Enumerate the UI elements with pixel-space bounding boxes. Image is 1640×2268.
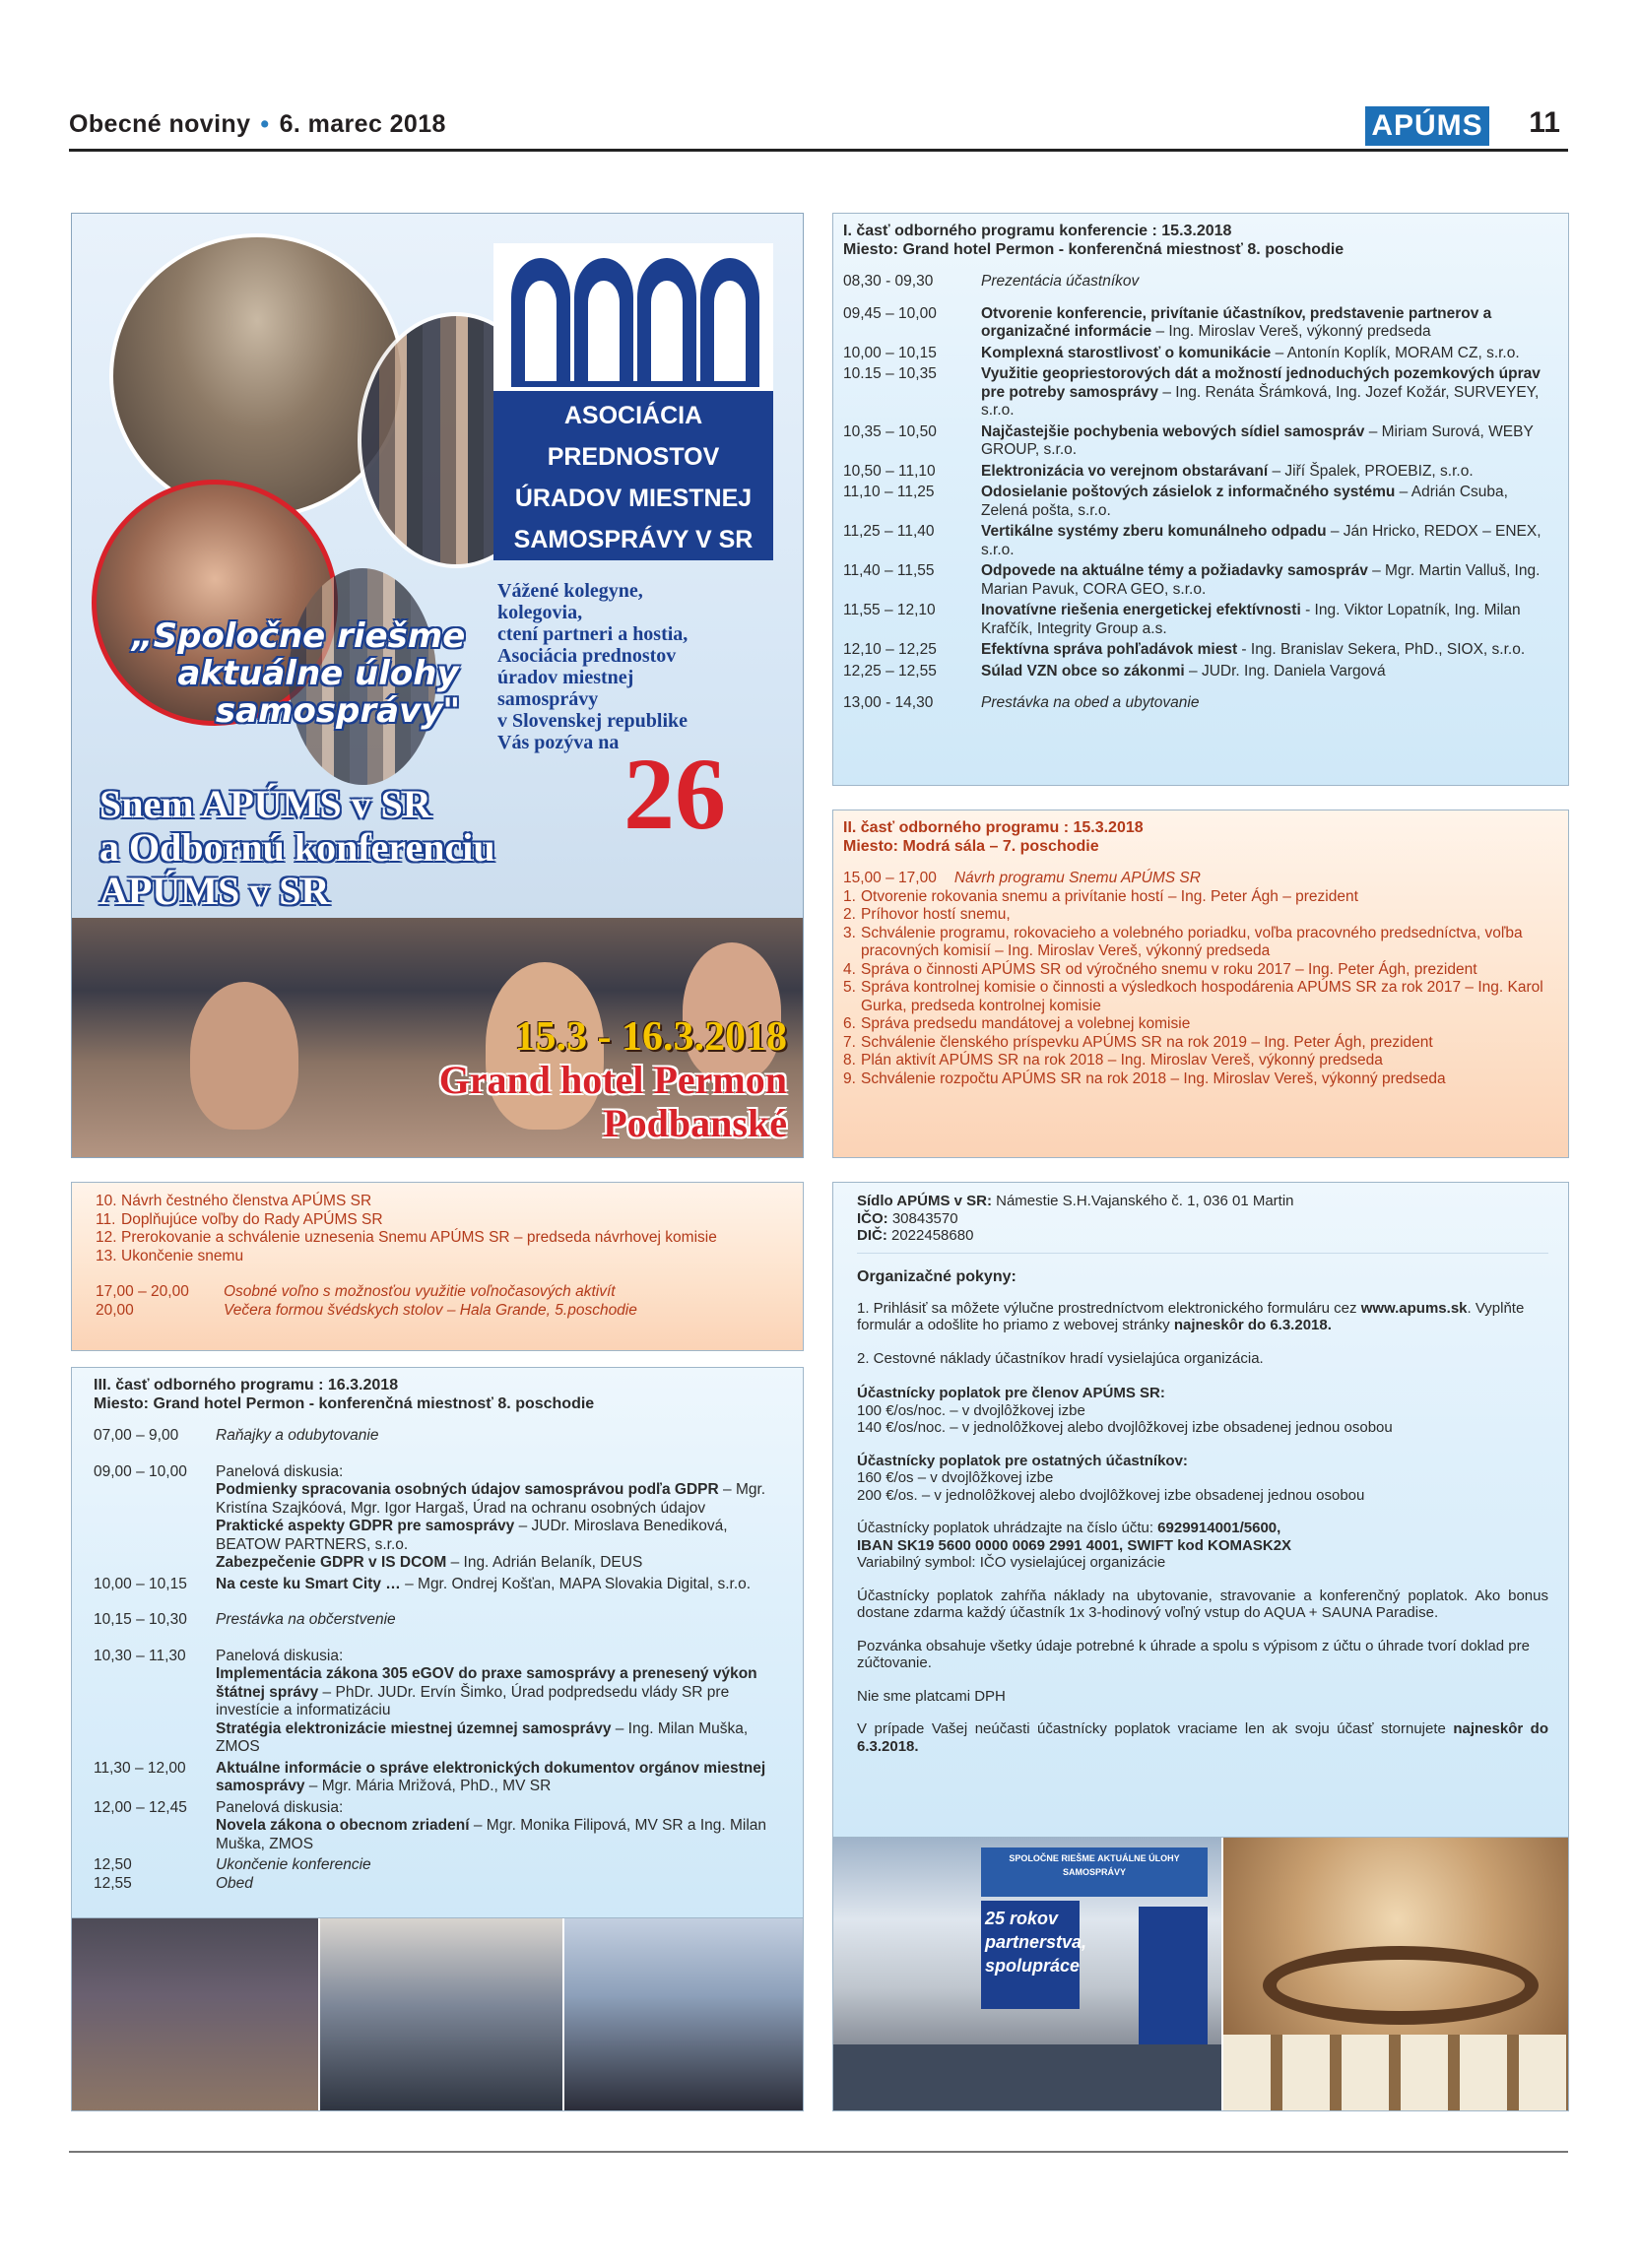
schedule-item	[981, 305, 1558, 342]
schedule-item	[981, 423, 1558, 460]
schedule-time: 09,45 – 10,00	[843, 304, 937, 322]
schedule-item	[216, 1648, 793, 1757]
registration-deadline: najneskôr do 6.3.2018.	[1173, 1317, 1332, 1333]
schedule-time: 10,50 – 11,10	[843, 462, 936, 480]
schedule-item	[981, 641, 1558, 660]
part3-title: III. časť odborného programu : 16.3.2018	[94, 1377, 399, 1393]
agenda-number: 5.	[843, 979, 856, 996]
talk-text: – JUDr. Miroslava Benediková, BEATOW PARTNERS, s.r.o.	[216, 1518, 728, 1553]
other-fee-1: 160 €/os – v dvojlôžkovej izbe	[857, 1469, 1054, 1486]
schedule-time: 11,25 – 11,40	[843, 523, 935, 540]
talk-speaker: – Jiří Špalek, PROEBIZ, s.r.o.	[1268, 462, 1474, 480]
snem-agenda	[843, 888, 1558, 1089]
event-title	[99, 783, 495, 913]
conference-hall-photo	[109, 233, 405, 519]
conference-table-photo	[72, 1918, 318, 2111]
talk-text: Prestávka na občerstvenie	[216, 1611, 396, 1628]
schedule-time: 12,10 – 12,25	[843, 641, 937, 658]
schedule-row	[843, 641, 1558, 660]
agenda-number: 6.	[843, 1015, 856, 1032]
evening-time: 17,00 – 20,00	[96, 1283, 189, 1300]
audience-faces	[190, 982, 298, 1130]
schedule-item	[981, 365, 1558, 421]
evening-program	[96, 1283, 791, 1320]
part1-schedule	[843, 273, 1558, 713]
agenda-text: Plán aktivít APÚMS SR na rok 2018 – Ing. Miroslav Vereš, výkonný predseda	[861, 1052, 1383, 1069]
agenda-text: Správa o činnosti APÚMS SR od výročného snemu v roku 2017 – Ing. Peter Ágh, prezident	[861, 960, 1477, 978]
invitation-poster	[71, 213, 804, 1158]
vat-note: Nie sme platcami DPH	[857, 1687, 1006, 1705]
dic-line	[857, 1227, 1548, 1254]
schedule-item	[216, 1875, 793, 1894]
cancellation-deadline: najneskôr do 6.3.2018.	[857, 1720, 1548, 1755]
event-title-line-3: APÚMS v SR	[99, 869, 330, 913]
talk-speaker: – Antonín Koplík, MORAM CZ, s.r.o.	[1271, 344, 1520, 361]
schedule-item	[981, 694, 1558, 713]
talk-title: Elektronizácia vo verejnom obstarávaní	[981, 462, 1269, 480]
instruction-1-text: 1. Prihlásiť sa môžete výlučne prostredníctvom elektronického formuláru cez	[857, 1299, 1361, 1317]
anniversary-number: 26	[623, 738, 726, 851]
anniversary-sign	[981, 1901, 1087, 2009]
talk-text: – Ing. Milan Muška, ZMOS	[216, 1719, 749, 1755]
account-label: Účastnícky poplatok uhrádzajte na číslo účtu:	[857, 1520, 1158, 1536]
conference-banner: SPOLOČNE RIEŠME AKTUÁLNE ÚLOHY SAMOSPRÁVY	[981, 1847, 1208, 1897]
schedule-time: 07,00 – 9,00	[94, 1427, 179, 1444]
talk-speaker: Prezentácia účastníkov	[981, 273, 1140, 290]
schedule-item	[981, 345, 1558, 363]
talk-text: – Mgr. Ondrej Košťan, MAPA Slovakia Digital, s.r.o.	[400, 1575, 752, 1592]
fee-includes: Účastnícky poplatok zahŕňa náklady na ubytovanie, stravovanie a konferenčný poplatok. Ako bonus dostane zdarma každý účastník 1x 3-hodinový voľný vstup do AQUA + SAUNA Paradise.	[857, 1587, 1548, 1621]
sign-line-3: spolupráce	[985, 1956, 1081, 1976]
ico-value: 30843570	[887, 1209, 958, 1227]
schedule-item	[216, 1427, 793, 1446]
apums-logo: APÚMS	[1365, 106, 1489, 146]
schedule-item	[981, 484, 1558, 520]
instruction-1	[857, 1300, 1548, 1334]
bottom-rule	[69, 2151, 1568, 2153]
schedule-row	[843, 305, 1558, 342]
talk-title: Praktické aspekty GDPR pre samosprávy	[216, 1518, 515, 1534]
schedule-row	[94, 1875, 793, 1894]
evening-time: 20,00	[96, 1301, 134, 1319]
agenda-number: 9.	[843, 1069, 856, 1087]
schedule-time: 12,00 – 12,45	[94, 1798, 187, 1816]
talk-speaker: – Ján Hricko, REDOX – ENEX, s.r.o.	[981, 523, 1542, 558]
part2-title: II. časť odborného programu : 15.3.2018	[843, 819, 1144, 836]
schedule-time: 12,55	[94, 1874, 132, 1892]
evening-row	[96, 1283, 791, 1302]
agenda-number: 11.	[96, 1210, 116, 1228]
schedule-row	[94, 1427, 793, 1446]
agenda-text: Správa kontrolnej komisie o činnosti a výsledkoch hospodárenia APÚMS SR za rok 2017 – Ing. Karol Gurka, predseda kontrolnej komisie	[861, 979, 1543, 1014]
schedule-item	[216, 1576, 793, 1594]
agenda-item	[843, 888, 1558, 907]
agenda-text: Schválenie členského príspevku APÚMS SR na rok 2019 – Ing. Peter Ágh, prezident	[861, 1033, 1433, 1051]
invite-line-3: ctení partneri a hostia,	[497, 623, 689, 645]
schedule-item	[216, 1611, 793, 1630]
program-part-2	[832, 810, 1569, 1158]
schedule-row	[843, 345, 1558, 363]
schedule-time: 11,40 – 11,55	[843, 562, 935, 579]
agenda-number: 13.	[96, 1247, 117, 1264]
schedule-item	[216, 1760, 793, 1796]
account-number: 6929914001/5600,	[1157, 1520, 1281, 1536]
schedule-row	[843, 463, 1558, 482]
agenda-text: Schválenie rozpočtu APÚMS SR na rok 2018 – Ing. Miroslav Vereš, výkonný predseda	[861, 1069, 1446, 1087]
agenda-text: Prerokovanie a schválenie uznesenia Snemu APÚMS SR – predseda návrhovej komisie	[121, 1229, 717, 1246]
schedule-row	[843, 423, 1558, 460]
talk-title: Podmienky spracovania osobných údajov samosprávou podľa GDPR	[216, 1481, 719, 1498]
association-line-4: SAMOSPRÁVY V SR	[513, 526, 754, 553]
schedule-time: 10,35 – 10,50	[843, 422, 937, 440]
talk-speaker: – Adrián Csuba, Zelená pošta, s.r.o.	[981, 484, 1508, 519]
schedule-time: 11,30 – 12,00	[94, 1759, 186, 1777]
instruction-2: 2. Cestovné náklady účastníkov hradí vysielajúca organizácia.	[857, 1349, 1264, 1367]
talk-title: Odpovede na aktuálne témy a požiadavky samospráv	[981, 562, 1368, 579]
talk-speaker: – Ing. Renáta Šrámková, Ing. Jozef Kožár, SURVEYEY, s.r.o.	[981, 383, 1540, 419]
agenda-item	[843, 979, 1558, 1015]
website-link[interactable]: www.apums.sk	[1360, 1299, 1468, 1317]
talk-speaker: - Ing. Branislav Sekera, PhD., SIOX, s.r.o.	[1237, 641, 1526, 658]
issue-date: 6. marec 2018	[279, 110, 446, 138]
talk-text: – Mgr. Mária Mrižová, PhD., MV SR	[304, 1778, 552, 1794]
agenda-item	[843, 925, 1558, 961]
talk-speaker: – Mgr. Martin Valluš, Ing. Marian Pavuk, CORA GEO, s.r.o.	[981, 562, 1541, 598]
agenda-item	[843, 1015, 1558, 1034]
meeting-table	[1263, 1946, 1539, 2025]
agenda-text: Správa predsedu mandátovej a volebnej komisie	[861, 1015, 1191, 1032]
iban-line: IBAN SK19 5600 0000 0069 2991 4001, SWIFT kod KOMASK2X	[857, 1536, 1292, 1554]
schedule-time: 10,15 – 10,30	[94, 1611, 187, 1628]
instruction-1-text-2: . Vyplňte formulár a odošlite ho priamo z webovej stránky	[857, 1299, 1525, 1333]
publication-name: Obecné noviny	[69, 110, 251, 138]
page-header	[69, 106, 1568, 152]
slogan-line-2: aktuálne úlohy	[177, 654, 459, 693]
association-line-2: PREDNOSTOV	[547, 443, 720, 471]
talk-title: Využitie geopriestorových dát a možností jednoduchých pozemkových úprav pre potreby samosprávy	[981, 365, 1541, 401]
program-part-3	[71, 1367, 804, 1918]
schedule-row	[94, 1760, 793, 1796]
invitation-note: Pozvánka obsahuje všetky údaje potrebné k úhrade a spolu s výpisom z účtu o úhrade tvorí doklad pre zúčtovanie.	[857, 1637, 1530, 1671]
evening-activity: Osobné voľno s možnosťou využitie voľnočasových aktivít	[224, 1283, 616, 1300]
talk-text: Obed	[216, 1874, 253, 1892]
sign-line-1: 25 rokov	[985, 1909, 1059, 1928]
invitation-text	[497, 580, 688, 753]
schedule-item	[981, 273, 1558, 292]
bottom-left-photos	[71, 1918, 804, 2111]
schedule-row	[94, 1799, 793, 1854]
talk-title: Vertikálne systémy zberu komunálneho odpadu	[981, 523, 1327, 540]
award-ceremony-photo	[564, 1918, 804, 2111]
talk-speaker: – Miriam Surová, WEBY GROUP, s.r.o.	[981, 422, 1534, 458]
schedule-time: 11,10 – 11,25	[843, 484, 935, 500]
schedule-item	[216, 1856, 793, 1875]
talk-title: Súlad VZN obce so zákonmi	[981, 662, 1185, 680]
member-fee-2: 140 €/os/noc. – v jednolôžkovej alebo dvojlôžkovej izbe obsadenej jednou osobou	[857, 1419, 1393, 1436]
seat-line	[857, 1193, 1548, 1210]
schedule-row	[94, 1611, 793, 1630]
talk-text: Ukončenie konferencie	[216, 1856, 371, 1873]
agenda-text: Otvorenie rokovania snemu a privítanie hostí – Ing. Peter Ágh – prezident	[861, 887, 1358, 905]
schedule-row	[94, 1856, 793, 1875]
talk-title: Novela zákona o obecnom zriadení	[216, 1817, 470, 1834]
talk-speaker: – JUDr. Ing. Daniela Vargová	[1184, 662, 1386, 680]
agenda-item	[843, 906, 1558, 925]
talk-speaker: Prestávka na obed a ubytovanie	[981, 694, 1200, 711]
schedule-row	[843, 365, 1558, 421]
event-dates: 15.3 - 16.3.2018	[514, 1014, 787, 1060]
talk-text: – Mgr. Kristína Szajkóová, Mgr. Igor Hargaš, Úrad na ochranu osobných údajov	[216, 1481, 766, 1517]
schedule-row	[843, 562, 1558, 599]
dic-label: DIČ:	[857, 1227, 887, 1244]
schedule-item	[216, 1799, 793, 1854]
agenda-item	[96, 1229, 791, 1248]
slogan-line-1: „Spoločne riešme	[131, 616, 466, 656]
bullet-separator: •	[260, 110, 270, 138]
ico-line	[857, 1210, 1548, 1228]
association-line-1: ASOCIÁCIA	[563, 402, 703, 429]
agenda-text: Ukončenie snemu	[121, 1247, 244, 1264]
round-table-meeting-photo	[1223, 1838, 1569, 2111]
venue-line-1: Grand hotel Permon	[438, 1058, 787, 1102]
variable-symbol: Variabilný symbol: IČO vysielajúcej organizácie	[857, 1554, 1166, 1571]
invite-line-8: Vás pozýva na	[497, 732, 620, 753]
member-fee-1: 100 €/os/noc. – v dvojlôžkovej izbe	[857, 1401, 1085, 1419]
agenda-item	[96, 1248, 791, 1266]
association-line-3: ÚRADOV MIESTNEJ	[514, 485, 753, 512]
talk-title: Inovatívne riešenia energetickej efektívnosti	[981, 602, 1301, 618]
talk-title: Otvorenie konferencie, privítanie účastníkov, predstavenie partnerov a organizačné informácie	[981, 304, 1492, 340]
talk-title: Komplexná starostlivosť o komunikácie	[981, 344, 1272, 361]
agenda-text: Schválenie programu, rokovacieho a volebného poriadku, voľba pracovného predsedníctva, voľba pracovných komisií – Ing. Miroslav Vereš, výkonný predseda	[861, 924, 1523, 959]
schedule-item	[981, 523, 1558, 559]
seat-value: Námestie S.H.Vajanského č. 1, 036 01 Martin	[991, 1193, 1294, 1209]
apums-emblem	[493, 243, 773, 391]
slogan-line-3: samosprávy"	[215, 691, 461, 731]
cancellation-note	[857, 1720, 1548, 1755]
organizational-info	[832, 1182, 1569, 1838]
invite-line-6: samosprávy	[497, 688, 599, 710]
schedule-row	[94, 1463, 793, 1573]
talk-title: Najčastejšie pochybenia webových sídiel samospráv	[981, 422, 1365, 440]
evening-activity: Večera formou švédskych stolov – Hala Grande, 5.poschodie	[224, 1301, 637, 1319]
schedule-time: 10,30 – 11,30	[94, 1647, 186, 1664]
agenda-number: 7.	[843, 1033, 856, 1051]
part3-place: Miesto: Grand hotel Permon - konferenčná miestnosť 8. poschodie	[94, 1395, 595, 1412]
snem-agenda-continued	[96, 1193, 791, 1265]
agenda-item	[96, 1211, 791, 1230]
schedule-row	[843, 602, 1558, 638]
invite-line-5: úradov miestnej	[497, 667, 634, 688]
org-heading: Organizačné pokyny:	[857, 1267, 1017, 1285]
agenda-text: Doplňujúce voľby do Rady APÚMS SR	[121, 1210, 383, 1228]
invite-line-1: Vážené kolegyne,	[497, 580, 643, 602]
talk-title: Stratégia elektronizácie miestnej územnej samosprávy	[216, 1719, 612, 1737]
agenda-text: Príhovor hostí snemu,	[861, 906, 1011, 923]
page-number: 11	[1529, 106, 1560, 139]
schedule-time: 10,00 – 10,15	[843, 344, 937, 361]
schedule-item	[981, 663, 1558, 681]
evening-row	[96, 1302, 791, 1321]
event-title-line-2: a Odbornú konferenciu	[99, 825, 495, 870]
schedule-row	[843, 663, 1558, 681]
schedule-time: 12,25 – 12,55	[843, 662, 937, 680]
agenda-number: 10.	[96, 1193, 117, 1209]
schedule-item	[981, 463, 1558, 482]
agenda-number: 3.	[843, 924, 856, 941]
talk-title: Zabezpečenie GDPR v IS DCOM	[216, 1554, 447, 1571]
part1-title: I. časť odborného programu konferencie : 15.3.2018	[843, 223, 1232, 239]
agenda-text: Návrh čestného členstva APÚMS SR	[121, 1193, 372, 1209]
talk-text: Panelová diskusia:	[216, 1462, 344, 1480]
stage-emblem-rollup	[1139, 1907, 1208, 2044]
talk-text: – PhDr. JUDr. Ervín Šimko, Úrad podpredsedu vlády SR pre investície a informatizáciu	[216, 1683, 730, 1718]
talk-speaker: - Ing. Viktor Lopatník, Ing. Milan Krafčík, Integrity Group a.s.	[981, 602, 1521, 637]
seat-label: Sídlo APÚMS v SR:	[857, 1193, 992, 1209]
schedule-time: 10.15 – 10,35	[843, 365, 937, 382]
agenda-item	[843, 1052, 1558, 1070]
sign-line-2: partnerstva,	[985, 1932, 1087, 1952]
event-title-line-1: Snem APÚMS v SR	[99, 782, 431, 826]
part1-place: Miesto: Grand hotel Permon - konferenčná miestnosť 8. poschodie	[843, 241, 1345, 258]
association-name-box	[493, 391, 773, 560]
other-fee-title: Účastnícky poplatok pre ostatných účastníkov:	[857, 1452, 1188, 1469]
talk-text: Raňajky a odubytovanie	[216, 1427, 379, 1444]
agenda-number: 8.	[843, 1052, 856, 1069]
schedule-time: 13,00 - 14,30	[843, 694, 934, 711]
talk-text: Panelová diskusia:	[216, 1798, 344, 1816]
invite-line-7: v Slovenskej republike	[497, 710, 688, 732]
talk-title: Efektívna správa pohľadávok miest	[981, 641, 1238, 658]
agenda-number: 4.	[843, 960, 856, 978]
schedule-item	[216, 1463, 793, 1573]
other-fee-2: 200 €/os. – v jednolôžkovej alebo dvojlôžkovej izbe obsadenej jednou osobou	[857, 1486, 1365, 1504]
talk-text: – Mgr. Monika Filipová, MV SR a Ing. Milan Muška, ZMOS	[216, 1817, 767, 1852]
part3-schedule	[94, 1427, 793, 1893]
schedule-row	[94, 1648, 793, 1757]
talk-text: Panelová diskusia:	[216, 1647, 344, 1664]
agenda-item	[843, 1034, 1558, 1053]
schedule-row	[843, 694, 1558, 713]
agenda-item	[96, 1193, 791, 1211]
publication-line	[69, 110, 446, 139]
delegates-at-table-photo	[320, 1918, 562, 2111]
schedule-item	[981, 562, 1558, 599]
schedule-time: 10,00 – 10,15	[94, 1575, 187, 1592]
ico-label: IČO:	[857, 1209, 888, 1227]
dic-value: 2022458680	[886, 1227, 974, 1244]
part2-subtitle: Návrh programu Snemu APÚMS SR	[953, 870, 1201, 886]
program-part-1	[832, 213, 1569, 786]
account-line	[857, 1520, 1548, 1537]
part2-place: Miesto: Modrá sála – 7. poschodie	[843, 838, 1099, 855]
bottom-right-photos	[832, 1838, 1569, 2111]
agenda-number: 12.	[96, 1229, 117, 1246]
schedule-time: 08,30 - 09,30	[843, 273, 934, 290]
agenda-continuation	[71, 1182, 804, 1351]
schedule-time: 11,55 – 12,10	[843, 602, 936, 618]
schedule-row	[94, 1576, 793, 1594]
talk-text: – Ing. Adrián Belaník, DEUS	[446, 1554, 643, 1571]
panel-discussion-photo	[833, 1838, 1221, 2111]
panel-table	[833, 2044, 1221, 2111]
cancellation-text: V prípade Vašej neúčasti účastnícky poplatok vraciame len ak svoju účasť stornujete	[857, 1720, 1454, 1737]
event-venue	[439, 1059, 787, 1145]
meeting-chairs	[1223, 2035, 1569, 2111]
schedule-row	[843, 273, 1558, 292]
schedule-time: 09,00 – 10,00	[94, 1462, 187, 1480]
schedule-item	[981, 602, 1558, 638]
talk-title: Odosielanie poštových zásielok z informačného systému	[981, 484, 1396, 500]
part2-time: 15,00 – 17,00	[843, 870, 937, 886]
talk-title: Implementácia zákona 305 eGOV do praxe samosprávy a prenesený výkon štátnej správy	[216, 1665, 757, 1701]
invite-line-4: Asociácia prednostov	[497, 645, 677, 667]
invite-line-2: kolegovia,	[497, 602, 583, 623]
talk-title: Na ceste ku Smart City …	[216, 1575, 401, 1592]
venue-line-2: Podbanské	[603, 1101, 787, 1145]
schedule-row	[843, 484, 1558, 520]
agenda-item	[843, 1070, 1558, 1089]
slogan	[121, 617, 476, 730]
talk-title: Aktuálne informácie o správe elektronických dokumentov orgánov miestnej samosprávy	[216, 1759, 766, 1794]
member-fee-title: Účastnícky poplatok pre členov APÚMS SR:	[857, 1385, 1165, 1401]
part2-session	[843, 870, 1558, 888]
talk-speaker: – Ing. Miroslav Vereš, výkonný predseda	[1151, 323, 1431, 340]
schedule-time: 12,50	[94, 1856, 132, 1873]
schedule-row	[843, 523, 1558, 559]
agenda-item	[843, 961, 1558, 980]
agenda-number: 1.	[843, 887, 856, 905]
agenda-number: 2.	[843, 906, 856, 923]
